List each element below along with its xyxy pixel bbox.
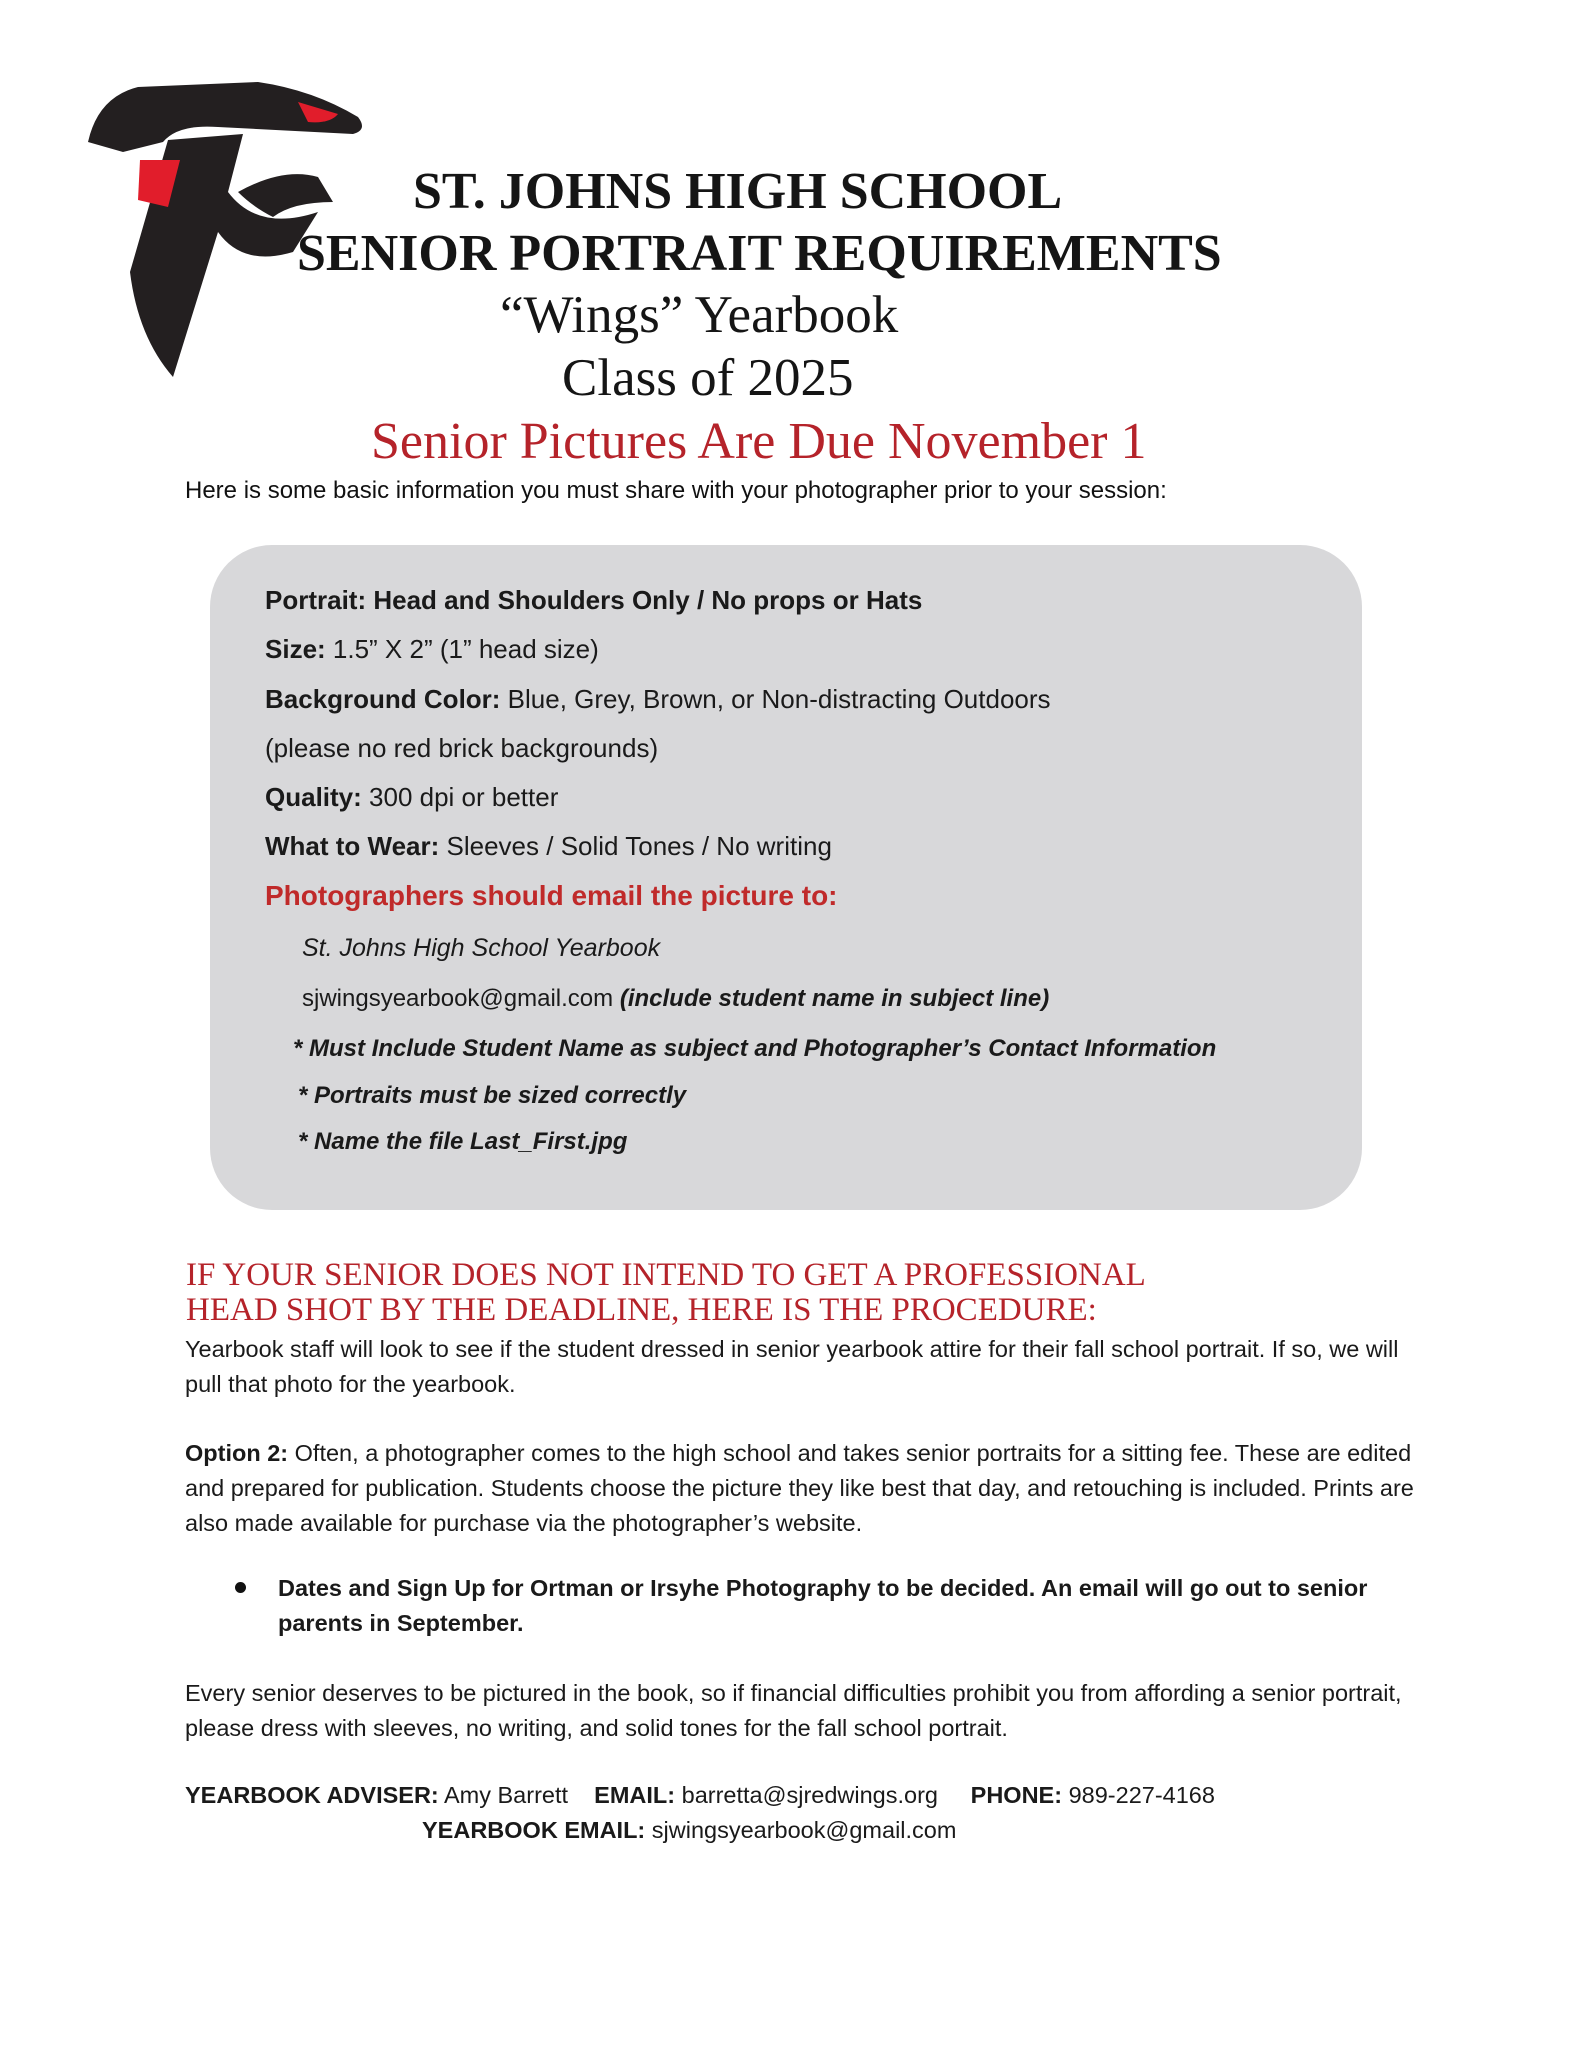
school-name: ST. JOHNS HIGH SCHOOL (413, 163, 1063, 220)
requirements-box (210, 545, 1362, 1210)
yearbook-name: “Wings” Yearbook (500, 286, 899, 344)
procedure-heading-line2: HEAD SHOT BY THE DEADLINE, HERE IS THE PROCEDURE: (186, 1292, 1097, 1328)
due-date-heading: Senior Pictures Are Due November 1 (371, 413, 1147, 470)
yearbook-email: sjwingsyearbook@gmail.com (645, 1817, 957, 1843)
wear-requirement: What to Wear: Sleeves / Solid Tones / No writing (265, 831, 832, 861)
option2-paragraph: Option 2: Often, a photographer comes to the high school and takes senior portraits for a sitting fee. These are edited and prepared for publication. Students choose the picture they like best that day, and retouching is included. Prints are also made available for purchase via the photographer’s website. (185, 1440, 1414, 1536)
note-sizing: * Portraits must be sized correctly (298, 1082, 687, 1109)
yearbook-email-line: YEARBOOK EMAIL: sjwingsyearbook@gmail.com (422, 1817, 957, 1843)
bullet-icon (235, 1582, 246, 1593)
background-requirement: Background Color: Blue, Grey, Brown, or Non-distracting Outdoors (265, 684, 1051, 714)
class-year: Class of 2025 (562, 349, 854, 407)
size-requirement: Size: 1.5” X 2” (1” head size) (265, 634, 599, 664)
adviser-email: barretta@sjredwings.org (675, 1782, 938, 1808)
adviser-contact-line: YEARBOOK ADVISER: Amy Barrett EMAIL: barretta@sjredwings.org PHONE: 989-227-4168 (185, 1782, 1215, 1808)
procedure-paragraph-1: Yearbook staff will look to see if the student dressed in senior yearbook attire for their fall school portrait. If so, we will pull that photo for the yearbook. (185, 1336, 1399, 1397)
quality-requirement: Quality: 300 dpi or better (265, 782, 559, 812)
financial-assistance-paragraph: Every senior deserves to be pictured in the book, so if financial difficulties prohibit you from affording a senior portrait, please dress with sleeves, no writing, and solid tones for the fall school portrait. (185, 1680, 1402, 1741)
photography-signup-bullet: Dates and Sign Up for Ortman or Irsyhe Photography to be decided. An email will go out to senior parents in September. (278, 1575, 1368, 1636)
adviser-phone: 989-227-4168 (1062, 1782, 1215, 1808)
intro-text: Here is some basic information you must share with your photographer prior to your session: (185, 477, 1167, 504)
email-instructions-heading: Photographers should email the picture to: (265, 880, 838, 911)
note-file-name: * Name the file Last_First.jpg (298, 1128, 628, 1155)
procedure-heading-line1: IF YOUR SENIOR DOES NOT INTEND TO GET A PROFESSIONAL (186, 1257, 1146, 1293)
submission-email: sjwingsyearbook@gmail.com (include student name in subject line) (302, 985, 1050, 1012)
note-student-name: * Must Include Student Name as subject and Photographer’s Contact Information (293, 1035, 1217, 1062)
document-title: SENIOR PORTRAIT REQUIREMENTS (297, 225, 1222, 282)
recipient-name: St. Johns High School Yearbook (302, 934, 661, 962)
portrait-requirement: Portrait: Head and Shoulders Only / No props or Hats (265, 585, 923, 615)
background-note: (please no red brick backgrounds) (265, 733, 659, 763)
